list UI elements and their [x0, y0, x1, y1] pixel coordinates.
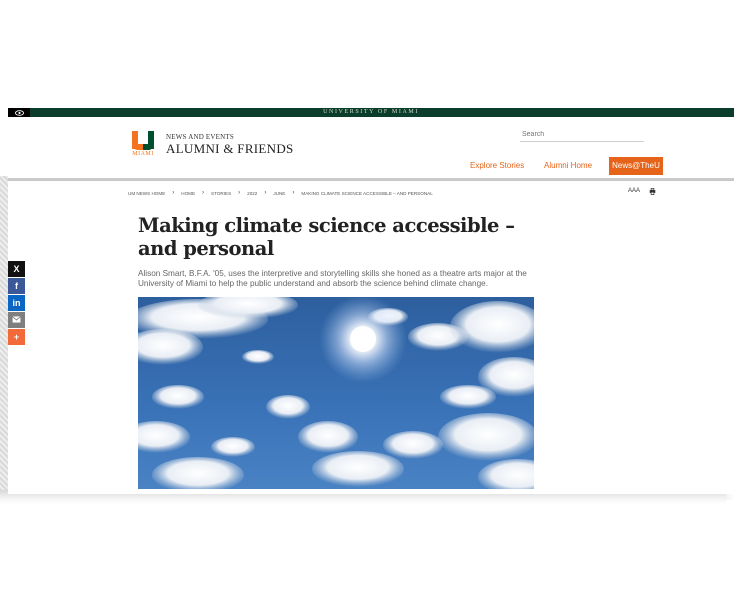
- share-linkedin-button[interactable]: in: [8, 295, 25, 311]
- text-size-button[interactable]: AAA: [628, 188, 641, 194]
- um-logo[interactable]: [128, 131, 158, 159]
- breadcrumb-stories[interactable]: STORIES: [211, 190, 232, 196]
- nav-explore-stories[interactable]: Explore Stories: [470, 161, 525, 170]
- chevron-right-icon: ›: [238, 190, 241, 196]
- nav-news-the-u-button[interactable]: News@TheU: [609, 157, 663, 175]
- hero-image-sky-clouds: [138, 297, 534, 489]
- university-bar: [8, 108, 734, 117]
- logo-text: MIAMI: [132, 151, 154, 157]
- chevron-right-icon: ›: [202, 190, 205, 196]
- site-title[interactable]: ALUMNI & FRIENDS: [166, 141, 294, 156]
- page-shadow-left: [0, 176, 8, 496]
- chevron-right-icon: ›: [172, 190, 175, 196]
- breadcrumb-month[interactable]: JUNE: [273, 190, 286, 196]
- breadcrumb-current-page: MAKING CLIMATE SCIENCE ACCESSIBLE – AND PERSONAL: [301, 190, 433, 196]
- breadcrumb-home[interactable]: HOME: [181, 190, 196, 196]
- site-header: [8, 117, 734, 179]
- site-subtitle: NEWS AND EVENTS: [166, 133, 234, 141]
- breadcrumb-um-news-home[interactable]: UM NEWS HOME: [128, 190, 166, 196]
- share-facebook-button[interactable]: f: [8, 278, 25, 294]
- share-more-button[interactable]: +: [8, 329, 25, 345]
- web-page: [8, 108, 734, 494]
- share-x-button[interactable]: X: [8, 261, 25, 277]
- article-subtitle: Alison Smart, B.F.A. '05, uses the interpretive and storytelling skills she honed as a theatre arts major at the University of Miami to help the public understand and absorb the science behind climate change.: [138, 269, 527, 288]
- university-name[interactable]: UNIVERSITY OF MIAMI: [323, 109, 419, 115]
- nav-alumni-home[interactable]: Alumni Home: [544, 161, 593, 170]
- chevron-right-icon: ›: [264, 190, 267, 196]
- breadcrumb: [128, 190, 433, 196]
- email-icon[interactable]: [8, 312, 25, 328]
- header-divider: [8, 178, 734, 181]
- search-input[interactable]: [520, 128, 644, 142]
- chevron-right-icon: ›: [292, 190, 295, 196]
- breadcrumb-year[interactable]: 2022: [247, 190, 258, 196]
- print-icon[interactable]: [649, 188, 656, 197]
- article-title: Making climate science accessible – and personal: [138, 214, 515, 260]
